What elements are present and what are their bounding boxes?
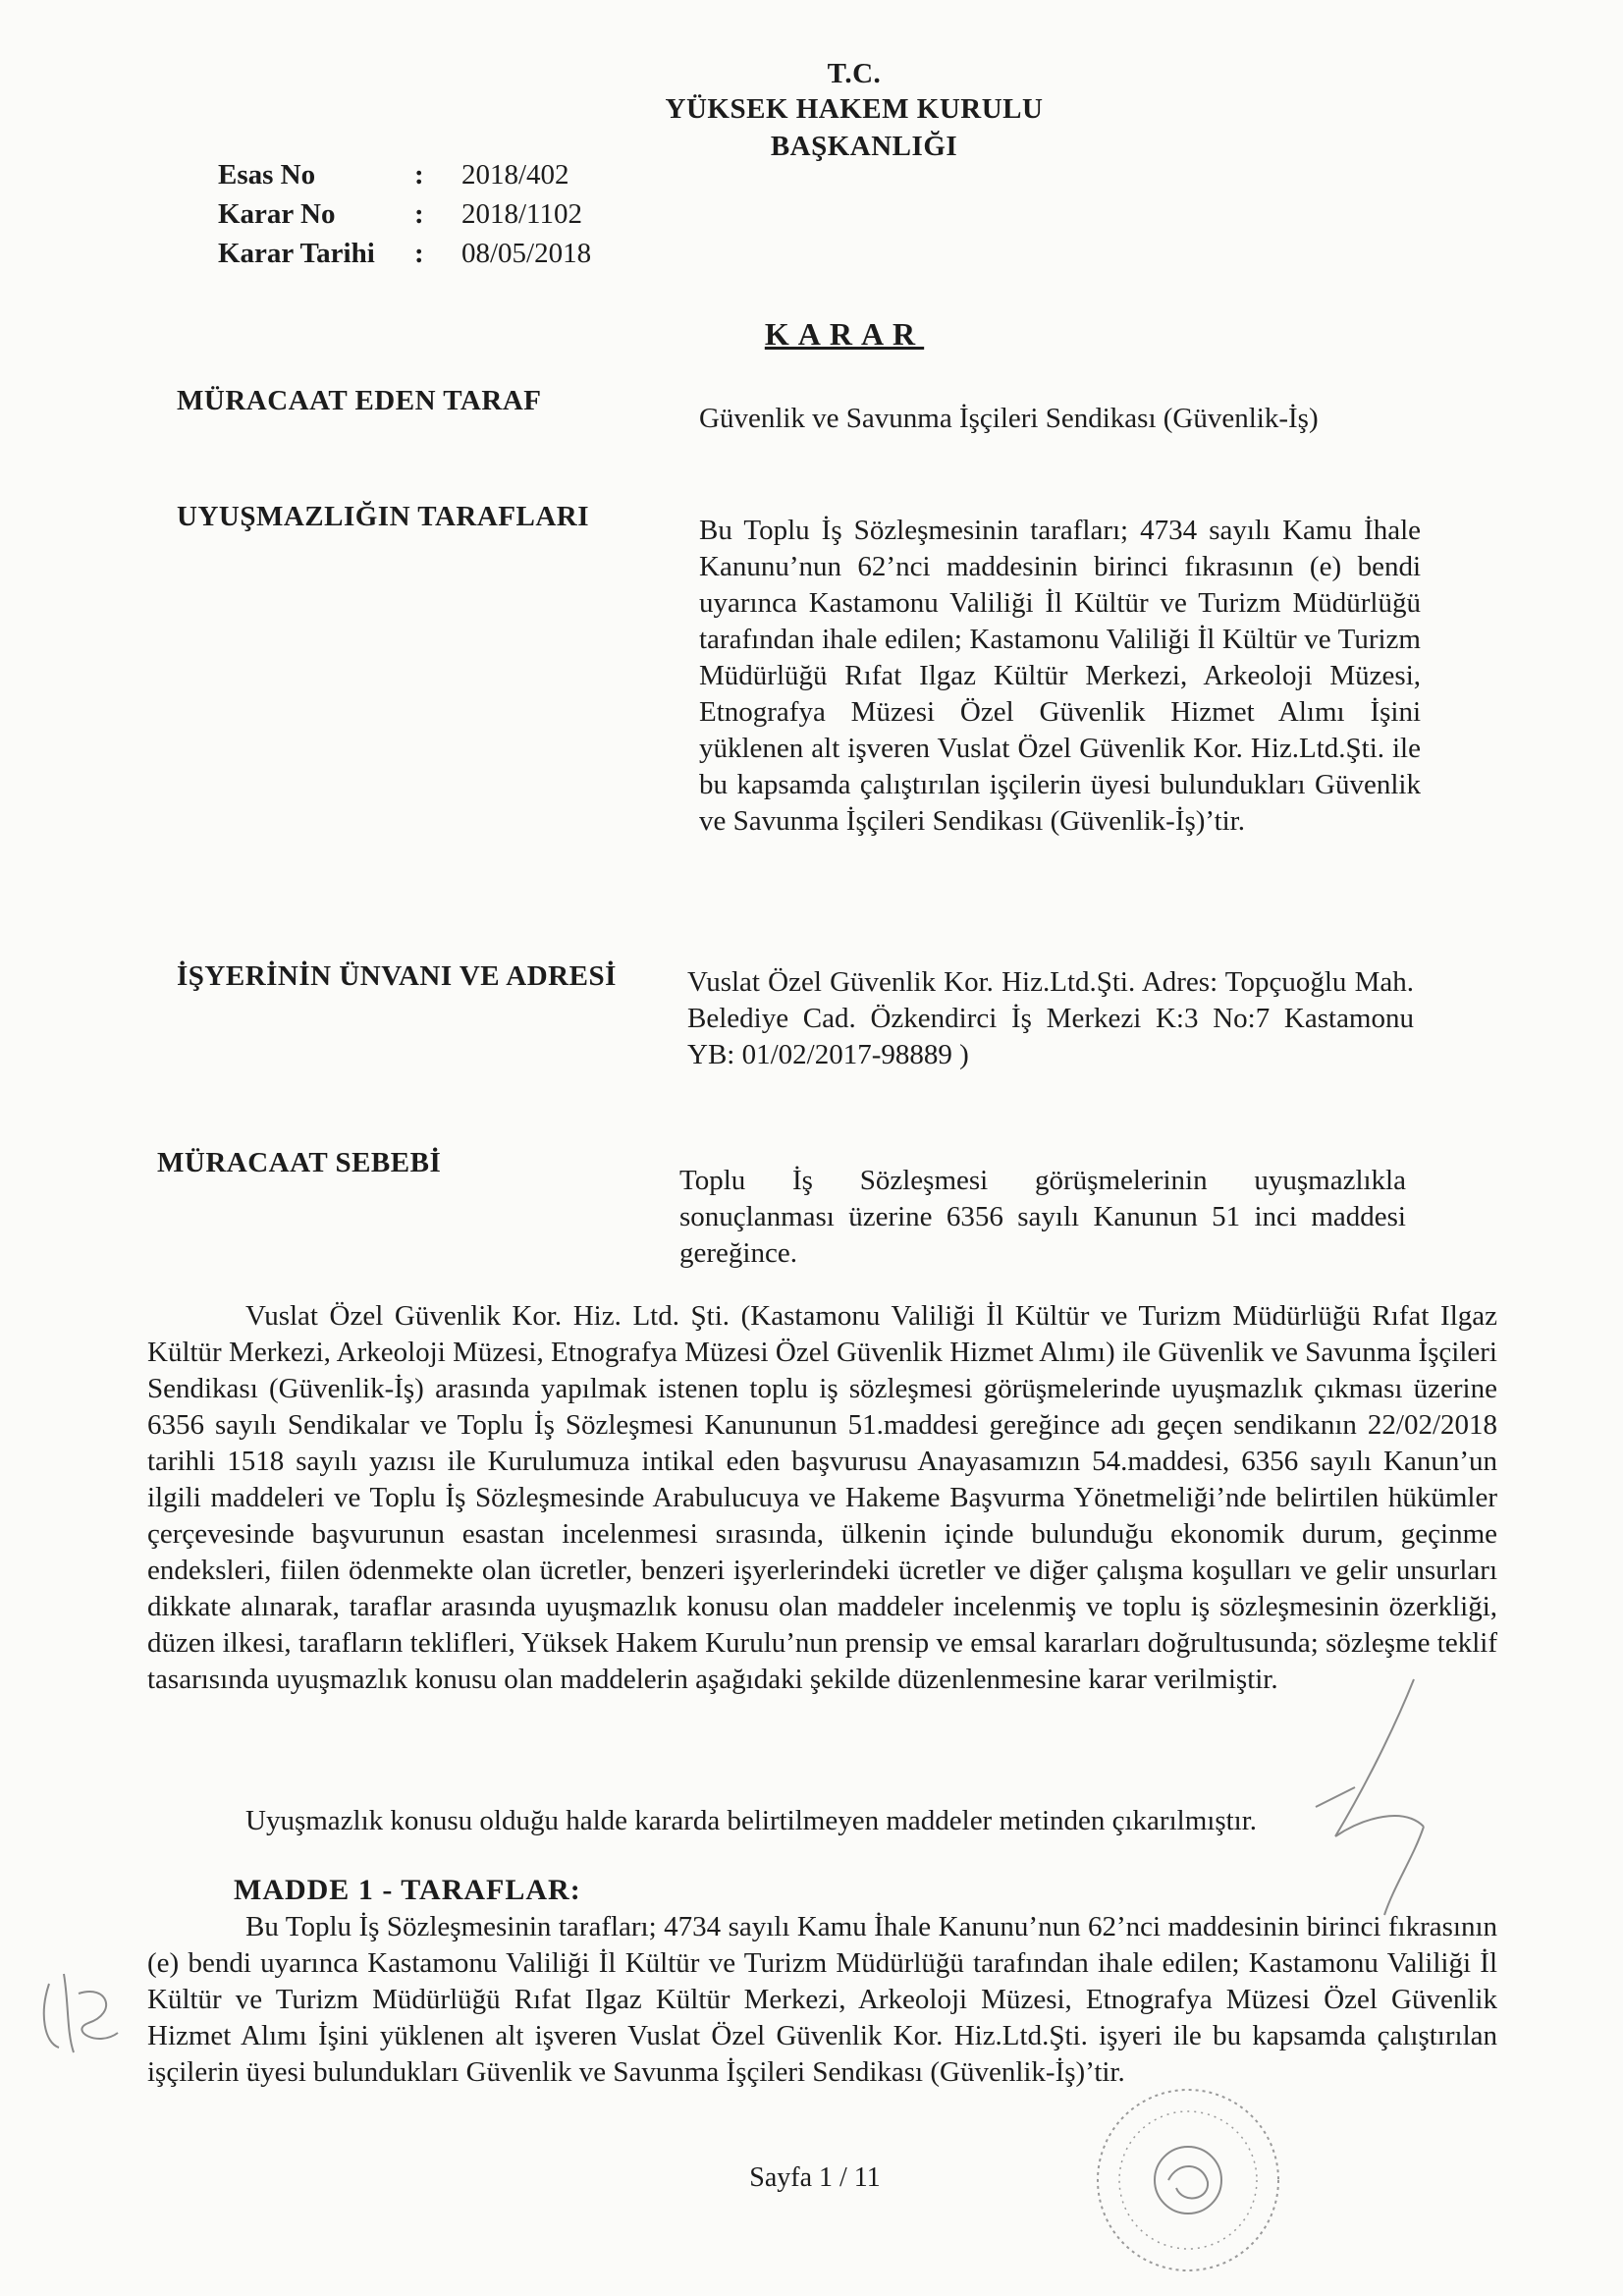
karar-label: Karar No <box>218 198 336 230</box>
applicant-value: Güvenlik ve Savunma İşçileri Sendikası (Güvenlik-İş) <box>699 403 1319 434</box>
meta-tarih-row <box>218 234 591 273</box>
document-title: KARAR <box>764 316 925 352</box>
tarih-label: Karar Tarihi <box>218 238 375 269</box>
esas-value: 2018/402 <box>461 159 569 191</box>
handwritten-initials-icon <box>29 1954 137 2062</box>
body-paragraph-1: Vuslat Özel Güvenlik Kor. Hiz. Ltd. Şti. (Kastamonu Valiliği İl Kültür ve Turizm Müdürlüğü Rıfat Ilgaz Kültür Merkezi, Arkeoloji Müzesi, Etnografya Müzesi Özel Güvenlik Hizmet Alımı) ile Güvenlik ve Savunma İşçileri Sendikası (Güvenlik-İş) arasında yapılmak istenen toplu iş sözleşmesi görüşmelerinde uyuşmazlık çıkması üzerine 6356 sayılı Sendikalar ve Toplu İş Sözleşmesi Kanununun 51.maddesi gereğince adı geçen sendikanın 22/02/2018 tarihli 1518 sayılı yazısı ile Kurulumuza intikal eden başvurusu Anayasamızın 54.maddesi, 6356 sayılı Kanun’un ilgili maddeleri ve Toplu İş Sözleşmesinde Arabulucuya ve Hakeme Başvurma Yönetmeliği’nde belirtilen hükümler çerçevesinde başvurunun esastan incelenmesi sırasında, ülkenin içinde bulunduğu ekonomik durum, geçinme endeksleri, fiilen ödenmekte olan ücretler, benzeri işyerlerindeki ücretler ve diğer çalışma koşulları ve gelir unsurları dikkate alınarak, taraflar arasında uyuşmazlık konusu olan maddeler incelenmiş ve toplu iş sözleşmesinin özerkliği, düzen ilkesi, tarafların teklifleri, Yüksek Hakem Kurulu’nun prensip ve emsal kararları doğrultusunda; sözleşme teklif tasarısında uyuşmazlık konusu olan maddelerin aşağıdaki şekilde düzenlenmesine karar verilmiştir. <box>147 1300 1497 1695</box>
official-stamp-icon <box>1060 2072 1316 2288</box>
workplace-label: İŞYERİNİN ÜNVANI VE ADRESİ <box>177 960 617 992</box>
esas-label: Esas No <box>218 159 316 191</box>
reason-value: Toplu İş Sözleşmesi görüşmelerinin uyuşmazlıkla sonuçlanması üzerine 6356 sayılı Kanunun 51 inci maddesi gereğince. <box>679 1165 1406 1269</box>
header-institution: YÜKSEK HAKEM KURULU <box>665 93 1044 125</box>
applicant-label: MÜRACAAT EDEN TARAF <box>177 385 542 416</box>
header-country: T.C. <box>827 58 882 89</box>
parties-value: Bu Toplu İş Sözleşmesinin tarafları; 4734 sayılı Kamu İhale Kanunu’nun 62’nci maddesinin birinci fıkrasının (e) bendi uyarınca Kastamonu Valiliği İl Kültür ve Turizm Müdürlüğü tarafından ihale edilen; Kastamonu Valiliği İl Kültür ve Turizm Müdürlüğü Rıfat Ilgaz Kültür Merkezi, Arkeoloji Müzesi, Etnografya Müzesi Özel Güvenlik Hizmet Alımı İşini yüklenen alt işveren Vuslat Özel Güvenlik Kor. Hiz.Ltd.Şti. ile bu kapsamda çalıştırılan işçilerin üyesi bulundukları Güvenlik ve Savunma İşçileri Sendikası (Güvenlik-İş)’tir. <box>699 515 1421 837</box>
article-1-heading: MADDE 1 - TARAFLAR: <box>234 1874 581 1906</box>
meta-karar-row <box>218 194 582 234</box>
karar-value: 2018/1102 <box>461 198 582 230</box>
header-presidency: BAŞKANLIĞI <box>770 131 958 162</box>
article-1-text: Bu Toplu İş Sözleşmesinin tarafları; 4734 sayılı Kamu İhale Kanunu’nun 62’nci maddesinin birinci fıkrasının (e) bendi uyarınca Kastamonu Valiliği İl Kültür ve Turizm Müdürlüğü tarafından ihale edilen; Kastamonu Valiliği İl Kültür ve Turizm Müdürlüğü Rıfat Ilgaz Kültür Merkezi, Arkeoloji Müzesi, Etnografya Müzesi Özel Güvenlik Hizmet Alımı İşini yüklenen alt işveren Vuslat Özel Güvenlik Kor. Hiz.Ltd.Şti. işyeri ile bu kapsamda çalıştırılan işçilerin üyesi bulundukları Güvenlik ve Savunma İşçileri Sendikası (Güvenlik-İş)’tir. <box>147 1911 1497 2088</box>
karar-colon: : <box>414 198 424 230</box>
esas-colon: : <box>414 159 424 191</box>
page-number: Sayfa 1 / 11 <box>749 2162 881 2193</box>
handwritten-signature-icon <box>1296 1669 1443 1925</box>
meta-esas-row <box>218 155 569 194</box>
workplace-value: Vuslat Özel Güvenlik Kor. Hiz.Ltd.Şti. Adres: Topçuoğlu Mah. Belediye Cad. Özkendirci İş Merkezi K:3 No:7 Kastamonu YB: 01/02/2017-98889 ) <box>687 966 1414 1070</box>
body-paragraph-2: Uyuşmazlık konusu olduğu halde kararda belirtilmeyen maddeler metinden çıkarılmıştır. <box>245 1805 1258 1836</box>
reason-label: MÜRACAAT SEBEBİ <box>157 1147 442 1178</box>
tarih-colon: : <box>414 238 424 269</box>
parties-label: UYUŞMAZLIĞIN TARAFLARI <box>177 501 590 532</box>
tarih-value: 08/05/2018 <box>461 238 592 269</box>
